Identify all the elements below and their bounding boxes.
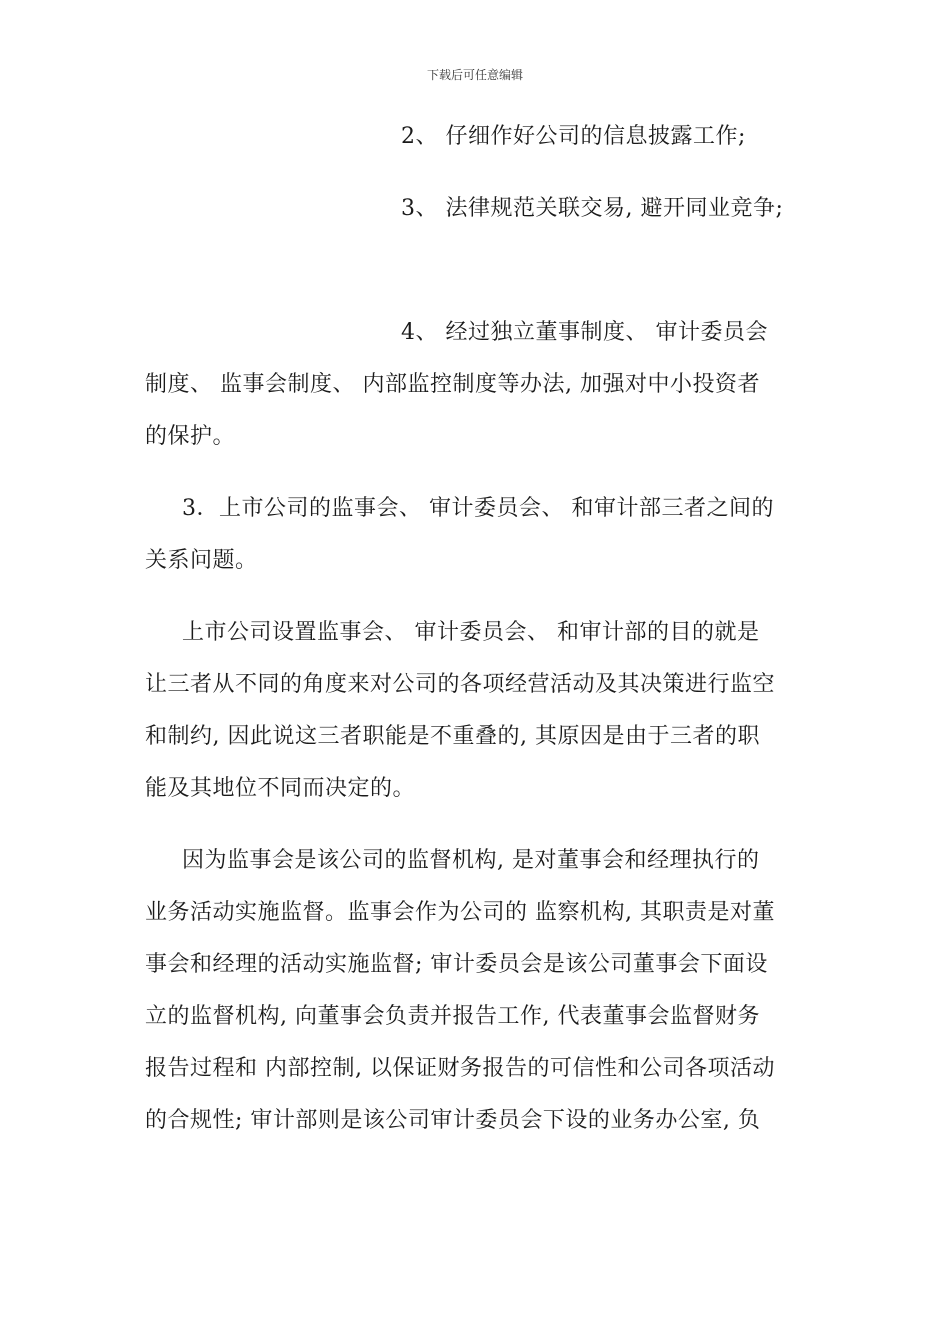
list-item-2: 2、 仔细作好公司的信息披露工作; <box>401 124 746 149</box>
paragraph-line: 的保护。 <box>145 424 236 449</box>
paragraph-line: 上市公司设置监事会、 审计委员会、 和审计部的目的就是 <box>182 620 760 645</box>
paragraph-line: 因为监事会是该公司的监督机构, 是对董事会和经理执行的 <box>182 848 760 873</box>
paragraph-line: 业务活动实施监督。监事会作为公司的 监察机构, 其职责是对董 <box>145 900 775 925</box>
list-item-4: 4、 经过独立董事制度、 审计委员会 <box>401 320 768 345</box>
paragraph-line: 制度、 监事会制度、 内部监控制度等办法, 加强对中小投资者 <box>145 372 760 397</box>
paragraph-line: 和制约, 因此说这三者职能是不重叠的, 其原因是由于三者的职 <box>145 724 760 749</box>
paragraph-line: 的合规性; 审计部则是该公司审计委员会下设的业务办公室, 负 <box>145 1108 761 1133</box>
paragraph-line: 事会和经理的活动实施监督; 审计委员会是该公司董事会下面设 <box>145 952 768 977</box>
section-heading: 3．上市公司的监事会、 审计委员会、 和审计部三者之间的 <box>182 496 774 521</box>
list-item-3: 3、 法律规范关联交易, 避开同业竞争; <box>401 196 784 221</box>
page-header: 下载后可任意编辑 <box>426 68 523 82</box>
paragraph-line: 能及其地位不同而决定的。 <box>145 776 416 801</box>
section-heading-cont: 关系问题。 <box>145 548 258 573</box>
paragraph-line: 报告过程和 内部控制, 以保证财务报告的可信性和公司各项活动 <box>145 1056 775 1081</box>
paragraph-line: 立的监督机构, 向董事会负责并报告工作, 代表董事会监督财务 <box>145 1004 760 1029</box>
paragraph-line: 让三者从不同的角度来对公司的各项经营活动及其决策进行监空 <box>145 672 776 697</box>
